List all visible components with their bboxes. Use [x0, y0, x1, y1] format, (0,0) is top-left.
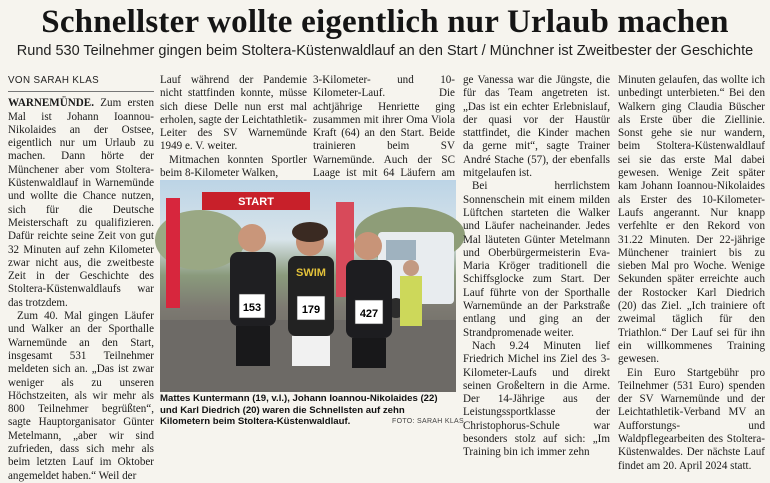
paragraph: Nach 9.24 Minuten lief Friedrich Michel ins Ziel des 3-Kilometer-Laufs und direkt seinen Großeltern in die Arme. Der 14-Jährige aus der Leistungssportklasse der Christophorus-Schule war besonders stolz auf sich: „Im Training bin ich immer zehn — [463, 339, 610, 459]
paragraph-text: Zum ersten Mal ist Johann Ioannou-Nikolaides an der Ostsee, eigentlich nur um Urlaub zu machen. Dann hörte der Münchener aber vom Stoltera-Küstenwaldlauf in Warnemünde und wollte die Chance nutzen, sich für die Deutsche Meisterschaft zu qualifizieren. Dafür reichte seine Zeit von gut 32 Minuten auf zehn Kilometer zwar nicht aus, die zweitbeste Zeit in der Geschichte des Stoltera-Küstenwaldlaufs war das trotzdem. — [8, 97, 154, 309]
bystander-head — [403, 260, 419, 276]
bib-number-text: 179 — [301, 304, 321, 316]
paragraph: ge Vanessa war die Jüngste, die für das Team angetreten ist. „Das ist ein echter Erlebnislauf, der quasi vor der Haustür stattfindet, die Kinder machen da gerne mit“, sagte Trainer André Stache (57), der ebenfalls mitgelaufen ist. — [463, 74, 610, 180]
photo-credit: FOTO: SARAH KLAS — [392, 418, 464, 425]
dateline: WARNEMÜNDE. — [8, 97, 94, 110]
bystander-vest — [400, 276, 422, 326]
runner-shorts — [352, 338, 386, 368]
paragraph: Bei herrlichstem Sonnenschein mit einem milden Lüftchen starteten die Walker und Läufer nacheinander. Jedes Mal läuteten Günter Metelmann und Oberbürgermeisterin Eva-Maria Kröger traditionell die Schiffsglocke zum Start. Der Lauf führte von der Sporthalle Warnemünde an der Parkstraße entlang und ging an der Strandpromenade weiter. — [463, 180, 610, 339]
paragraph: Minuten gelaufen, das wollte ich unbedingt unterbieten.“ Bei den Walkern ging Claudia Büscher als Erste über die Ziellinie. Sonst gehe sie nur wandern, beim Stoltera-Küstenwaldlauf sei sie das erste Mal dabei gewesen. Wenige Zeit später kam Johann Ioannou-Nikolaides als Erster des 10-Kilometer-Laufs angerannt. Nur knapp verfehlte er den Rekord von 31.22 Minuten. Der 22-jährige Münchener trainiert bis zu sieben Mal pro Woche. Wenige Sekunden später erreichte auch der Rostocker Karl Diedrich (20) das Ziel. „Ich trainiere oft zweimal täglich für den Triathlon.“ Der Lauf sei für ihn ein willkommenes Training gewesen. — [618, 74, 765, 366]
paragraph: Mitmachen konnten Sportler beim 8-Kilometer Walken, — [160, 153, 307, 180]
runner-hair — [292, 222, 328, 242]
paragraph: 3-Kilometer- und 10-Kilometer-Lauf. Die achtjährige Henriette ging zusammen mit ihrer Oma Viola Kraft (64) an den Start. Beide trainieren beim SV Warnemünde. Auch der SC Laage ist mit 64 Läufern am — [313, 74, 455, 180]
start-banner-label: START — [238, 196, 274, 208]
bib-number-text: 427 — [359, 308, 379, 320]
runner-head — [354, 232, 382, 260]
shirt-text: SWIM — [296, 267, 326, 279]
paragraph — [8, 97, 154, 310]
paragraph: Zum 40. Mal gingen Läufer und Walker an der Sporthalle Warnemünde an den Start, insgesamt 531 Teilnehmer meldeten sich an. „Das ist zwar weniger als zu unseren Höchstzeiten, als wir mehr als 800 Teilnehmer begrüßten“, sagte Hauptorganisator Günter Metelmann, „aber wir sind zufrieden, dass sich mehr als beim letzten Lauf im Oktober angemeldet haben.“ Weil der — [8, 310, 154, 482]
paragraph: Ein Euro Startgebühr pro Teilnehmer (531 Euro) spenden der SV Warnemünde und der Leichtathletik-Verband MV an Aufforstungs- und Waldpflegearbeiten des Stoltera-Küstenwaldes. Der nächste Lauf findet am 20. April 2024 statt. — [618, 366, 765, 472]
article-headline: Schnellster wollte eigentlich nur Urlaub machen — [41, 4, 729, 40]
article-photo — [160, 180, 456, 392]
runner-head — [238, 224, 266, 252]
text-column-4 — [463, 74, 610, 459]
text-column-2 — [160, 74, 307, 180]
text-column-5 — [618, 74, 765, 472]
photo-illustration — [160, 180, 456, 392]
bib-number-text: 153 — [242, 302, 262, 314]
runner-shorts — [292, 336, 330, 366]
van-window — [386, 240, 416, 260]
text-column-1 — [8, 74, 154, 482]
flag-shape — [166, 198, 180, 308]
text-column-3 — [313, 74, 455, 180]
paragraph: Lauf während der Pandemie nicht stattfinden konnte, müsse sich diese Delle nun erst mal erholen, sagte der Leichtathletik-Leiter des SV Warnemünde 1949 e. V. weiter. — [160, 74, 307, 153]
byline: VON SARAH KLAS — [8, 74, 154, 92]
article-subhead: Rund 530 Teilnehmer gingen beim Stoltera-Küstenwaldlauf an den Start / Münchner ist Zweitbester der Geschichte — [16, 43, 754, 59]
runner-shorts — [236, 326, 270, 366]
photo-caption: Mattes Kuntermann (19, v.l.), Johann Ioannou-Nikolaides (22) und Karl Diedrich (20) waren die Schnellsten auf zehn Kilometern beim Stoltera-Küstenwaldlauf. — [160, 393, 438, 428]
runner-shirt — [346, 260, 392, 338]
